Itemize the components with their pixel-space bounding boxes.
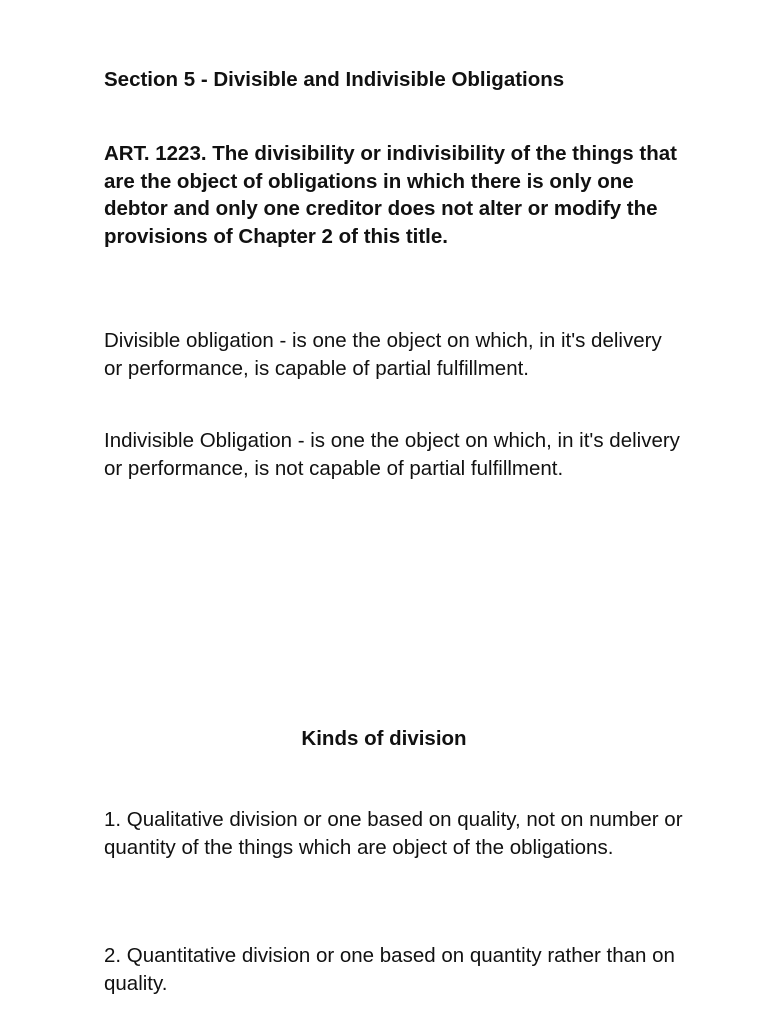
indivisible-obligation-definition: Indivisible Obligation - is one the object on which, in it's delivery or performance, is not capable of partial fulfillment.: [104, 429, 680, 480]
kinds-of-division-heading: Kinds of division: [301, 727, 467, 750]
article-text: ART. 1223. The divisibility or indivisibility of the things that are the object of obligations in which there is only one debtor and only one creditor does not alter or modify the provisions of Chapter 2 of this title.: [104, 142, 677, 248]
kind-of-division-item: 2. Quantitative division or one based on quantity rather than on quality.: [104, 944, 675, 995]
kind-of-division-item: 1. Qualitative division or one based on quality, not on number or quantity of the things which are object of the obligations.: [104, 808, 683, 859]
section-title: Section 5 - Divisible and Indivisible Obligations: [104, 68, 565, 91]
divisible-obligation-definition: Divisible obligation - is one the object on which, in it's delivery or performance, is capable of partial fulfillment.: [104, 329, 662, 380]
